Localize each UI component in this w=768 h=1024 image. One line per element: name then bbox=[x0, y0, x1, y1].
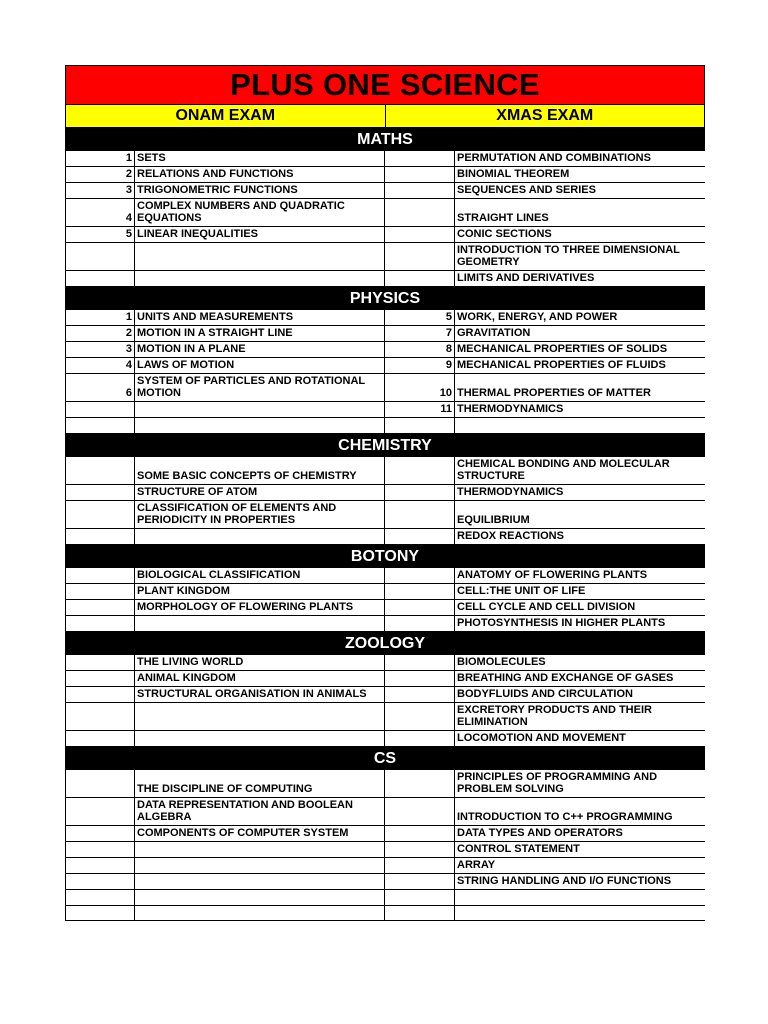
xmas-chapter-cell bbox=[455, 167, 705, 182]
onam-chapter-cell bbox=[135, 890, 385, 905]
xmas-chapter: CELL CYCLE AND CELL DIVISION bbox=[457, 601, 636, 613]
xmas-number: 10 bbox=[439, 387, 452, 399]
onam-chapter: RELATIONS AND FUNCTIONS bbox=[137, 168, 294, 180]
xmas-chapter: CHEMICAL BONDING AND MOLECULAR STRUCTURE bbox=[457, 458, 670, 482]
exam-header-row bbox=[65, 105, 705, 128]
onam-chapter-cell bbox=[135, 906, 385, 920]
xmas-number-cell bbox=[385, 568, 455, 583]
xmas-chapter-cell bbox=[455, 501, 705, 528]
table-row bbox=[65, 616, 705, 632]
onam-chapter-cell bbox=[135, 374, 385, 401]
xmas-number-cell bbox=[385, 655, 455, 670]
onam-chapter-cell bbox=[135, 501, 385, 528]
xmas-chapter: BINOMIAL THEOREM bbox=[457, 168, 570, 180]
onam-number-cell bbox=[65, 374, 135, 401]
onam-number-cell bbox=[65, 906, 135, 920]
table-row bbox=[65, 731, 705, 747]
onam-chapter: SETS bbox=[137, 152, 166, 164]
section-header-zoology: ZOOLOGY bbox=[65, 632, 705, 655]
xmas-chapter-cell bbox=[455, 342, 705, 357]
onam-number: 4 bbox=[125, 359, 132, 371]
onam-number: 2 bbox=[125, 327, 132, 339]
xmas-chapter-cell bbox=[455, 151, 705, 166]
onam-chapter: MOTION IN A STRAIGHT LINE bbox=[137, 327, 293, 339]
xmas-chapter: BREATHING AND EXCHANGE OF GASES bbox=[457, 672, 674, 684]
sheet-title: PLUS ONE SCIENCE bbox=[230, 67, 540, 102]
table-row bbox=[65, 227, 705, 243]
xmas-chapter: BIOMOLECULES bbox=[457, 656, 546, 668]
onam-chapter-cell bbox=[135, 600, 385, 615]
subject-sections bbox=[65, 128, 705, 921]
xmas-chapter: THERMAL PROPERTIES OF MATTER bbox=[457, 387, 651, 399]
onam-chapter: LINEAR INEQUALITIES bbox=[137, 228, 259, 240]
xmas-number-cell bbox=[385, 151, 455, 166]
table-row bbox=[65, 457, 705, 485]
table-row bbox=[65, 671, 705, 687]
onam-number-cell bbox=[65, 418, 135, 433]
xmas-number-cell bbox=[385, 858, 455, 873]
xmas-chapter-cell bbox=[455, 842, 705, 857]
onam-chapter-cell bbox=[135, 687, 385, 702]
xmas-chapter-cell bbox=[455, 418, 705, 433]
table-row bbox=[65, 271, 705, 287]
xmas-chapter-cell bbox=[455, 310, 705, 325]
xmas-chapter-cell bbox=[455, 616, 705, 631]
onam-chapter-cell bbox=[135, 826, 385, 841]
table-row bbox=[65, 183, 705, 199]
xmas-chapter: PRINCIPLES OF PROGRAMMING AND PROBLEM SOLVING bbox=[457, 771, 658, 795]
xmas-number-cell bbox=[385, 826, 455, 841]
xmas-chapter-cell bbox=[455, 671, 705, 686]
xmas-chapter: EXCRETORY PRODUCTS AND THEIR ELIMINATION bbox=[457, 704, 652, 728]
onam-chapter-cell bbox=[135, 485, 385, 500]
onam-number-cell bbox=[65, 858, 135, 873]
onam-chapter-cell bbox=[135, 342, 385, 357]
onam-chapter-cell bbox=[135, 584, 385, 599]
xmas-number: 11 bbox=[440, 403, 452, 415]
onam-chapter-cell bbox=[135, 703, 385, 730]
table-row bbox=[65, 167, 705, 183]
table-row bbox=[65, 687, 705, 703]
section-header-botony: BOTONY bbox=[65, 545, 705, 568]
section-header-cs: CS bbox=[65, 747, 705, 770]
xmas-number-cell bbox=[385, 703, 455, 730]
onam-chapter: THE DISCIPLINE OF COMPUTING bbox=[137, 783, 313, 795]
xmas-chapter: WORK, ENERGY, AND POWER bbox=[457, 311, 618, 323]
xmas-number-cell bbox=[385, 616, 455, 631]
onam-chapter: DATA REPRESENTATION AND BOOLEAN ALGEBRA bbox=[137, 799, 353, 823]
xmas-chapter: INTRODUCTION TO C++ PROGRAMMING bbox=[457, 811, 673, 823]
onam-number-cell bbox=[65, 310, 135, 325]
xmas-chapter-cell bbox=[455, 183, 705, 198]
table-row bbox=[65, 310, 705, 326]
xmas-chapter: LOCOMOTION AND MOVEMENT bbox=[457, 732, 626, 744]
onam-number-cell bbox=[65, 151, 135, 166]
xmas-chapter: INTRODUCTION TO THREE DIMENSIONAL GEOMETRY bbox=[457, 244, 680, 268]
onam-chapter: TRIGONOMETRIC FUNCTIONS bbox=[137, 184, 298, 196]
xmas-number-cell bbox=[385, 485, 455, 500]
table-row bbox=[65, 243, 705, 271]
xmas-number-cell bbox=[385, 227, 455, 242]
table-row bbox=[65, 568, 705, 584]
onam-number-cell bbox=[65, 167, 135, 182]
onam-number-cell bbox=[65, 703, 135, 730]
onam-chapter: SYSTEM OF PARTICLES AND ROTATIONAL MOTION bbox=[137, 375, 365, 399]
xmas-chapter-cell bbox=[455, 600, 705, 615]
xmas-number: 9 bbox=[445, 359, 452, 371]
xmas-number-cell bbox=[385, 374, 455, 401]
xmas-number-cell bbox=[385, 842, 455, 857]
xmas-number: 8 bbox=[445, 343, 452, 355]
onam-number-cell bbox=[65, 485, 135, 500]
xmas-number-cell bbox=[385, 890, 455, 905]
xmas-chapter-cell bbox=[455, 798, 705, 825]
section-header-physics: PHYSICS bbox=[65, 287, 705, 310]
table-row bbox=[65, 906, 705, 921]
table-row bbox=[65, 770, 705, 798]
xmas-chapter: ARRAY bbox=[457, 859, 496, 871]
onam-number-cell bbox=[65, 326, 135, 341]
xmas-chapter-cell bbox=[455, 199, 705, 226]
onam-chapter-cell bbox=[135, 243, 385, 270]
onam-chapter: PLANT KINGDOM bbox=[137, 585, 230, 597]
xmas-number-cell bbox=[385, 342, 455, 357]
table-row bbox=[65, 655, 705, 671]
onam-number-cell bbox=[65, 227, 135, 242]
onam-chapter-cell bbox=[135, 183, 385, 198]
xmas-chapter: PERMUTATION AND COMBINATIONS bbox=[457, 152, 651, 164]
onam-chapter-cell bbox=[135, 858, 385, 873]
xmas-chapter-cell bbox=[455, 687, 705, 702]
onam-chapter-cell bbox=[135, 671, 385, 686]
xmas-number-cell bbox=[385, 402, 455, 417]
onam-chapter: STRUCTURAL ORGANISATION IN ANIMALS bbox=[137, 688, 367, 700]
onam-chapter-cell bbox=[135, 418, 385, 433]
xmas-chapter: PHOTOSYNTHESIS IN HIGHER PLANTS bbox=[457, 617, 666, 629]
xmas-number-cell bbox=[385, 501, 455, 528]
xmas-chapter: STRAIGHT LINES bbox=[457, 212, 549, 224]
onam-chapter: ANIMAL KINGDOM bbox=[137, 672, 236, 684]
xmas-chapter-cell bbox=[455, 568, 705, 583]
xmas-number-cell bbox=[385, 584, 455, 599]
table-row bbox=[65, 402, 705, 418]
onam-chapter-cell bbox=[135, 655, 385, 670]
xmas-chapter-cell bbox=[455, 655, 705, 670]
table-row bbox=[65, 529, 705, 545]
table-row bbox=[65, 798, 705, 826]
xmas-number-cell bbox=[385, 310, 455, 325]
xmas-number-cell bbox=[385, 687, 455, 702]
sheet-title-row bbox=[65, 65, 705, 105]
onam-chapter-cell bbox=[135, 151, 385, 166]
xmas-number: 7 bbox=[445, 327, 452, 339]
table-row bbox=[65, 358, 705, 374]
table-row bbox=[65, 842, 705, 858]
xmas-chapter-cell bbox=[455, 358, 705, 373]
xmas-chapter: BODYFLUIDS AND CIRCULATION bbox=[457, 688, 633, 700]
xmas-chapter-cell bbox=[455, 906, 705, 920]
table-row bbox=[65, 890, 705, 906]
onam-chapter: MOTION IN A PLANE bbox=[137, 343, 246, 355]
table-row bbox=[65, 826, 705, 842]
onam-number-cell bbox=[65, 358, 135, 373]
xmas-chapter-cell bbox=[455, 826, 705, 841]
xmas-chapter-cell bbox=[455, 402, 705, 417]
xmas-number-cell bbox=[385, 358, 455, 373]
onam-number-cell bbox=[65, 243, 135, 270]
table-row bbox=[65, 199, 705, 227]
xmas-chapter: DATA TYPES AND OPERATORS bbox=[457, 827, 623, 839]
xmas-exam-header: XMAS EXAM bbox=[496, 107, 594, 124]
onam-chapter-cell bbox=[135, 358, 385, 373]
onam-number: 1 bbox=[125, 152, 132, 164]
table-row bbox=[65, 858, 705, 874]
table-row bbox=[65, 485, 705, 501]
xmas-chapter-cell bbox=[455, 227, 705, 242]
onam-chapter-cell bbox=[135, 167, 385, 182]
xmas-number-cell bbox=[385, 731, 455, 746]
onam-number-cell bbox=[65, 342, 135, 357]
xmas-number-cell bbox=[385, 457, 455, 484]
onam-chapter-cell bbox=[135, 271, 385, 286]
onam-number: 1 bbox=[125, 311, 132, 323]
onam-number-cell bbox=[65, 731, 135, 746]
onam-chapter-cell bbox=[135, 770, 385, 797]
xmas-number-cell bbox=[385, 671, 455, 686]
xmas-chapter: THERMODYNAMICS bbox=[457, 486, 564, 498]
xmas-number-cell bbox=[385, 183, 455, 198]
onam-number-cell bbox=[65, 199, 135, 226]
onam-chapter: BIOLOGICAL CLASSIFICATION bbox=[137, 569, 301, 581]
xmas-number-cell bbox=[385, 770, 455, 797]
xmas-number-cell bbox=[385, 874, 455, 889]
onam-number-cell bbox=[65, 501, 135, 528]
onam-number-cell bbox=[65, 529, 135, 544]
onam-chapter: LAWS OF MOTION bbox=[137, 359, 235, 371]
table-row bbox=[65, 342, 705, 358]
xmas-chapter: MECHANICAL PROPERTIES OF SOLIDS bbox=[457, 343, 668, 355]
onam-number: 3 bbox=[125, 184, 132, 196]
xmas-number-cell bbox=[385, 798, 455, 825]
onam-chapter: UNITS AND MEASUREMENTS bbox=[137, 311, 294, 323]
xmas-chapter-cell bbox=[455, 858, 705, 873]
table-row bbox=[65, 584, 705, 600]
onam-chapter: MORPHOLOGY OF FLOWERING PLANTS bbox=[137, 601, 354, 613]
table-row bbox=[65, 418, 705, 434]
onam-number-cell bbox=[65, 798, 135, 825]
onam-chapter-cell bbox=[135, 731, 385, 746]
xmas-number-cell bbox=[385, 600, 455, 615]
xmas-number-cell bbox=[385, 243, 455, 270]
xmas-chapter-cell bbox=[455, 457, 705, 484]
onam-number-cell bbox=[65, 183, 135, 198]
section-header-chemistry: CHEMISTRY bbox=[65, 434, 705, 457]
onam-number-cell bbox=[65, 568, 135, 583]
xmas-chapter: EQUILIBRIUM bbox=[457, 514, 530, 526]
onam-chapter-cell bbox=[135, 326, 385, 341]
onam-number-cell bbox=[65, 616, 135, 631]
table-row bbox=[65, 326, 705, 342]
onam-number-cell bbox=[65, 770, 135, 797]
onam-chapter-cell bbox=[135, 616, 385, 631]
onam-number-cell bbox=[65, 600, 135, 615]
onam-number-cell bbox=[65, 687, 135, 702]
table-row bbox=[65, 151, 705, 167]
xmas-number-cell bbox=[385, 271, 455, 286]
xmas-number-cell bbox=[385, 199, 455, 226]
xmas-chapter-cell bbox=[455, 243, 705, 270]
xmas-chapter-cell bbox=[455, 703, 705, 730]
onam-number-cell bbox=[65, 271, 135, 286]
xmas-chapter: GRAVITATION bbox=[457, 327, 531, 339]
onam-chapter-cell bbox=[135, 798, 385, 825]
onam-number-cell bbox=[65, 457, 135, 484]
onam-chapter-cell bbox=[135, 842, 385, 857]
onam-number-cell bbox=[65, 842, 135, 857]
xmas-chapter: THERMODYNAMICS bbox=[457, 403, 564, 415]
xmas-number-cell bbox=[385, 326, 455, 341]
xmas-chapter: CONTROL STATEMENT bbox=[457, 843, 580, 855]
table-row bbox=[65, 374, 705, 402]
onam-number: 6 bbox=[125, 387, 132, 399]
section-header-maths: MATHS bbox=[65, 128, 705, 151]
xmas-chapter-cell bbox=[455, 770, 705, 797]
syllabus-sheet bbox=[65, 65, 705, 921]
onam-number-cell bbox=[65, 826, 135, 841]
onam-number: 2 bbox=[125, 168, 132, 180]
xmas-chapter-cell bbox=[455, 326, 705, 341]
table-row bbox=[65, 703, 705, 731]
table-row bbox=[65, 501, 705, 529]
xmas-chapter-cell bbox=[455, 271, 705, 286]
onam-chapter-cell bbox=[135, 568, 385, 583]
onam-chapter: CLASSIFICATION OF ELEMENTS AND PERIODICITY IN PROPERTIES bbox=[137, 502, 337, 526]
xmas-chapter-cell bbox=[455, 874, 705, 889]
onam-number: 5 bbox=[125, 228, 132, 240]
onam-chapter-cell bbox=[135, 402, 385, 417]
onam-number-cell bbox=[65, 890, 135, 905]
table-row bbox=[65, 874, 705, 890]
xmas-chapter: STRING HANDLING AND I/O FUNCTIONS bbox=[457, 875, 672, 887]
onam-chapter-cell bbox=[135, 874, 385, 889]
onam-chapter-cell bbox=[135, 457, 385, 484]
onam-number-cell bbox=[65, 402, 135, 417]
xmas-number-cell bbox=[385, 418, 455, 433]
onam-number: 3 bbox=[125, 343, 132, 355]
xmas-number-cell bbox=[385, 906, 455, 920]
xmas-chapter-cell bbox=[455, 485, 705, 500]
xmas-number: 5 bbox=[445, 311, 452, 323]
table-row bbox=[65, 600, 705, 616]
xmas-number-cell bbox=[385, 167, 455, 182]
onam-chapter: STRUCTURE OF ATOM bbox=[137, 486, 258, 498]
onam-chapter-cell bbox=[135, 529, 385, 544]
xmas-chapter-cell bbox=[455, 374, 705, 401]
xmas-chapter: CELL:THE UNIT OF LIFE bbox=[457, 585, 586, 597]
xmas-chapter-cell bbox=[455, 584, 705, 599]
onam-number: 4 bbox=[125, 212, 132, 224]
xmas-chapter: LIMITS AND DERIVATIVES bbox=[457, 272, 595, 284]
xmas-chapter: REDOX REACTIONS bbox=[457, 530, 564, 542]
onam-number-cell bbox=[65, 584, 135, 599]
xmas-chapter: ANATOMY OF FLOWERING PLANTS bbox=[457, 569, 648, 581]
onam-chapter: THE LIVING WORLD bbox=[137, 656, 244, 668]
onam-number-cell bbox=[65, 655, 135, 670]
onam-chapter: SOME BASIC CONCEPTS OF CHEMISTRY bbox=[137, 470, 357, 482]
onam-exam-header: ONAM EXAM bbox=[66, 105, 386, 127]
xmas-number-cell bbox=[385, 529, 455, 544]
onam-chapter-cell bbox=[135, 199, 385, 226]
xmas-chapter: CONIC SECTIONS bbox=[457, 228, 552, 240]
xmas-chapter: SEQUENCES AND SERIES bbox=[457, 184, 596, 196]
onam-chapter-cell bbox=[135, 227, 385, 242]
xmas-chapter-cell bbox=[455, 731, 705, 746]
xmas-chapter: MECHANICAL PROPERTIES OF FLUIDS bbox=[457, 359, 666, 371]
onam-chapter-cell bbox=[135, 310, 385, 325]
xmas-chapter-cell bbox=[455, 890, 705, 905]
xmas-chapter-cell bbox=[455, 529, 705, 544]
onam-number-cell bbox=[65, 671, 135, 686]
onam-chapter: COMPLEX NUMBERS AND QUADRATIC EQUATIONS bbox=[137, 200, 345, 224]
onam-chapter: COMPONENTS OF COMPUTER SYSTEM bbox=[137, 827, 349, 839]
onam-number-cell bbox=[65, 874, 135, 889]
